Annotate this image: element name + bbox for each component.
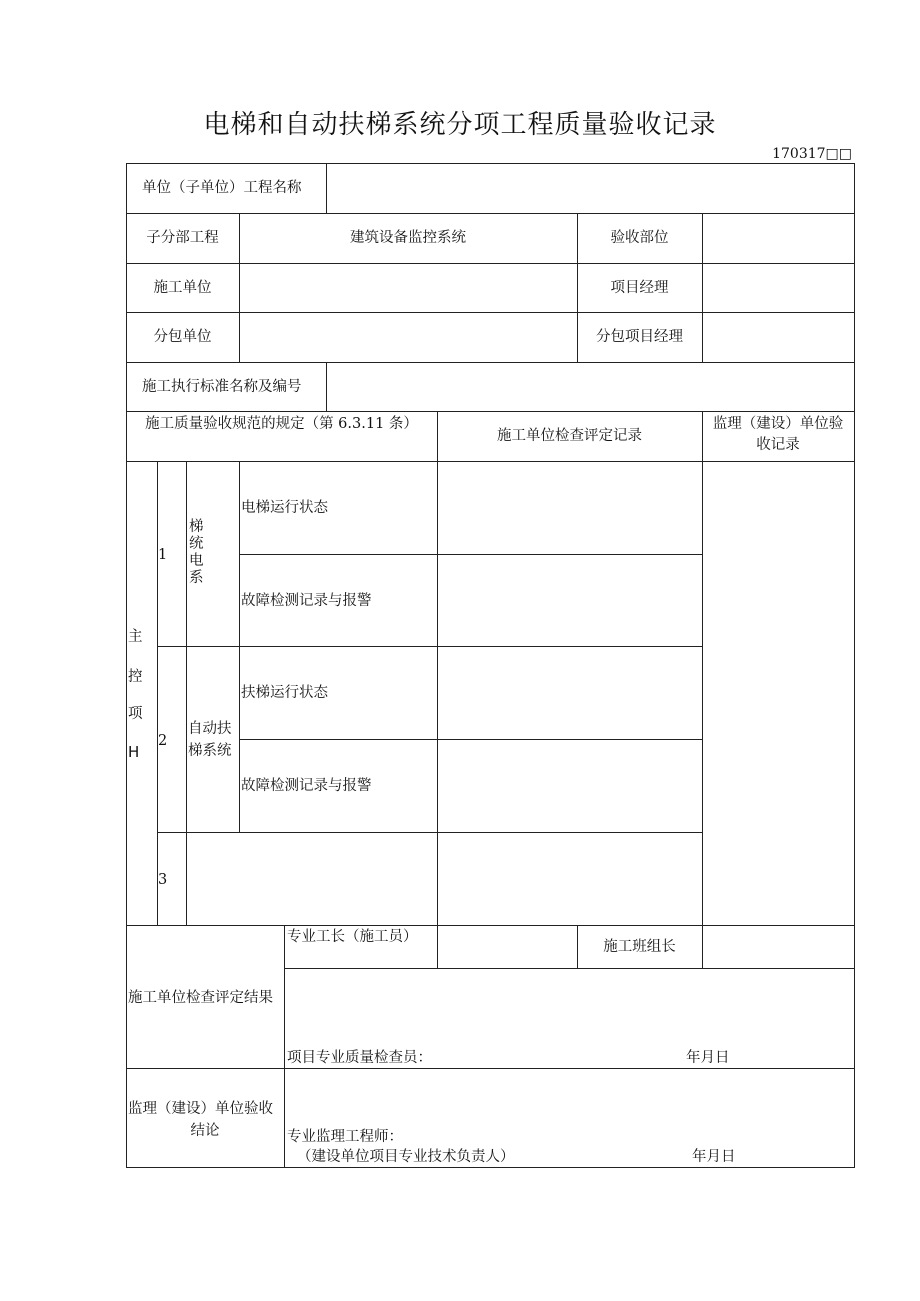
inspector-label: 项目专业质量检查员： — [287, 1050, 432, 1066]
main-control-label: 主 — [128, 629, 143, 645]
spec-column-header: 施工质量验收规范的规定（第 6.3.11 条） — [145, 416, 418, 432]
table-rule — [702, 213, 703, 362]
table-rule — [157, 832, 702, 833]
table-rule — [326, 362, 327, 411]
table-rule — [186, 461, 187, 925]
table-rule — [284, 968, 855, 969]
table-rule — [326, 163, 327, 213]
table-rule — [126, 925, 855, 926]
acceptance-part-label: 验收部位 — [610, 230, 669, 246]
sub-division-label: 子分部工程 — [146, 230, 219, 246]
system-name: 自动扶 — [188, 721, 232, 737]
conclusion-label: 监理（建设）单位验收 — [128, 1101, 273, 1117]
check-item: 扶梯运行状态 — [241, 685, 328, 701]
table-rule — [239, 739, 702, 740]
system-name: 系 — [189, 570, 204, 586]
table-rule — [437, 925, 438, 968]
item-number: 2 — [158, 733, 168, 749]
main-control-label: 控 — [128, 669, 143, 685]
table-rule — [126, 163, 127, 1168]
system-name: 统 — [189, 536, 204, 552]
check-item: 电梯运行状态 — [241, 500, 328, 516]
table-rule — [126, 213, 855, 214]
engineer-label: 专业监理工程师： — [287, 1129, 403, 1145]
table-rule — [702, 411, 703, 925]
table-rule — [126, 312, 855, 313]
form-code: 170317□□ — [772, 146, 852, 162]
construction-record-header: 施工单位检查评定记录 — [497, 428, 642, 444]
table-rule — [126, 461, 855, 462]
table-rule — [239, 554, 702, 555]
conclusion-date: 年月日 — [692, 1149, 736, 1165]
table-rule — [284, 925, 285, 1168]
system-name: 梯系统 — [188, 743, 232, 759]
table-rule — [126, 163, 855, 164]
table-rule — [126, 1068, 855, 1069]
table-rule — [437, 411, 438, 925]
subcontract-manager-label: 分包项目经理 — [596, 329, 683, 345]
table-rule — [126, 362, 855, 363]
team-leader-label: 施工班组长 — [603, 939, 676, 955]
construction-unit-label: 施工单位 — [153, 280, 212, 296]
main-control-label: H — [128, 743, 140, 761]
result-label: 施工单位检查评定结果 — [128, 990, 273, 1006]
item-number: 3 — [158, 872, 168, 888]
conclusion-label: 结论 — [190, 1123, 220, 1139]
sub-division-value: 建筑设备监控系统 — [350, 230, 466, 246]
foreman-label: 专业工长（施工员） — [287, 929, 418, 945]
supervision-record-header-line1: 监理（建设）单位验 — [712, 416, 844, 432]
check-item: 故障检测记录与报警 — [241, 778, 372, 794]
table-rule — [854, 163, 855, 1168]
table-rule — [126, 411, 855, 412]
owner-label: （建设单位项目专业技术负责人） — [297, 1149, 515, 1165]
check-item: 故障检测记录与报警 — [241, 593, 372, 609]
system-name: 电 — [189, 553, 204, 569]
result-date: 年月日 — [686, 1050, 730, 1066]
table-rule — [157, 461, 158, 925]
subcontract-unit-label: 分包单位 — [153, 329, 212, 345]
system-name: 梯 — [189, 519, 204, 535]
table-rule — [239, 461, 240, 832]
unit-project-name-label: 单位（子单位）工程名称 — [142, 180, 302, 196]
page-title: 电梯和自动扶梯系统分项工程质量验收记录 — [203, 110, 717, 140]
table-rule — [126, 263, 855, 264]
item-number: 1 — [158, 547, 168, 563]
supervision-record-header-line2: 收记录 — [756, 437, 800, 453]
standard-label: 施工执行标准名称及编号 — [142, 379, 302, 395]
table-rule — [702, 925, 703, 968]
project-manager-label: 项目经理 — [610, 280, 669, 296]
main-control-label: 项 — [128, 706, 143, 722]
